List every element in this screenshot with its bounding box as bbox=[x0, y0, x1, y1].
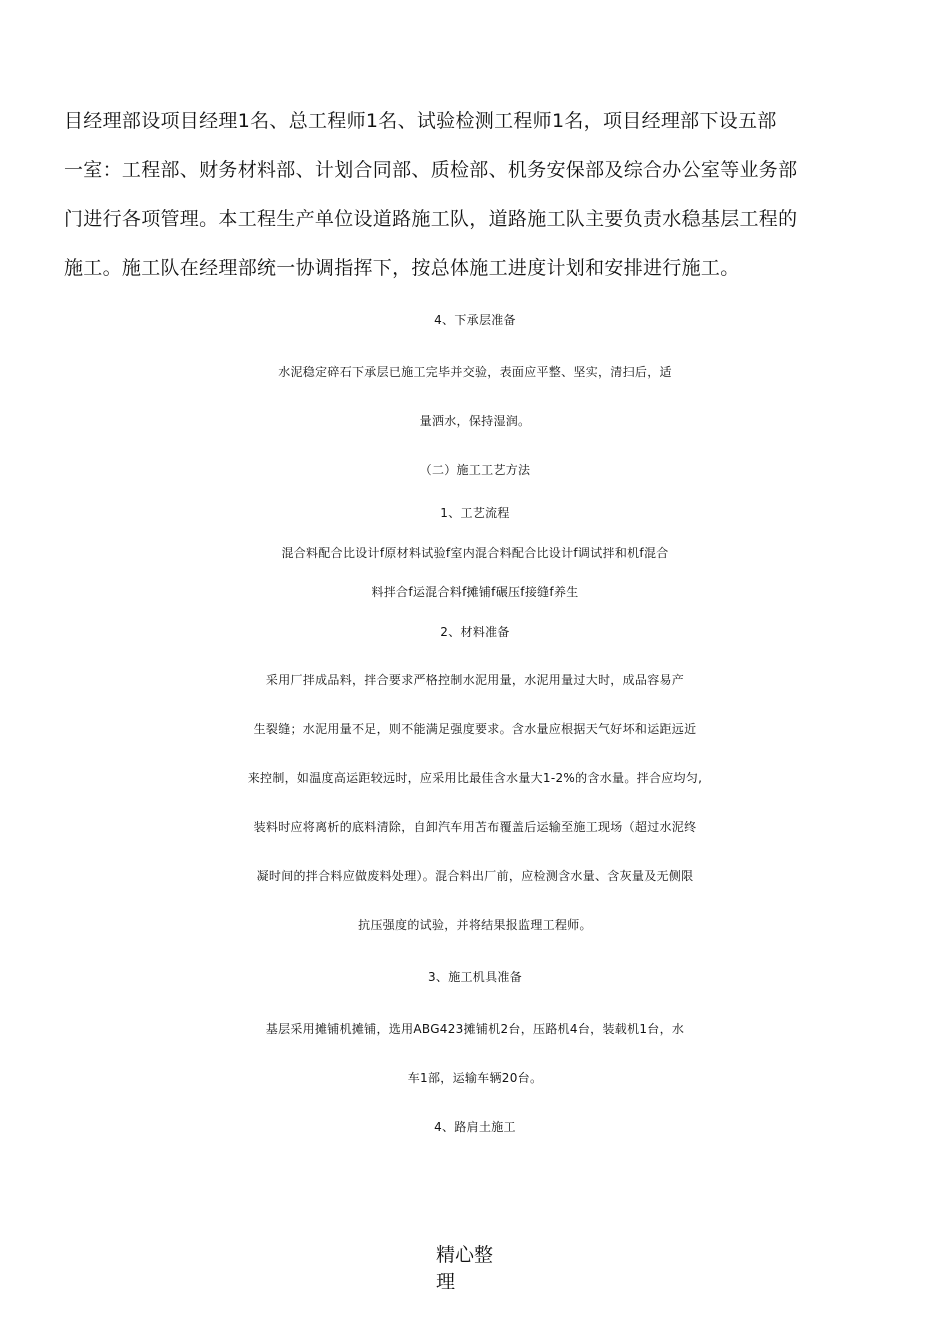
body-paragraph-line: 装料时应将离析的底料清除，自卸汽车用苫布覆盖后运输至施工现场（超过水泥终 bbox=[253, 820, 697, 834]
process-flow-line: 料拌合f运混合料f摊铺f碾压f接缝f养生 bbox=[371, 585, 579, 599]
body-paragraph-line: 凝时间的拌合料应做废料处理）。混合料出厂前，应检测含水量、含灰量及无侧限 bbox=[256, 869, 694, 883]
body-paragraph-line: 基层采用摊铺机摊铺，选用ABG423摊铺机2台，压路机4台，装载机1台，水 bbox=[265, 1022, 685, 1036]
process-flow-line: 混合料配合比设计f原材料试验f室内混合料配合比设计f调试拌和机f混合 bbox=[281, 546, 669, 560]
heading-material-prep: 2、材料准备 bbox=[440, 625, 510, 639]
body-paragraph-line: 施工。施工队在经理部统一协调指挥下，按总体施工进度计划和安排进行施工。 bbox=[64, 257, 740, 279]
body-paragraph-line: 来控制，如温度高运距较远时，应采用比最佳含水量大1-2%的含水量。拌合应均匀, bbox=[247, 771, 703, 785]
body-paragraph-line: 车1部，运输车辆20台。 bbox=[407, 1071, 543, 1085]
heading-lower-layer-prep: 4、下承层准备 bbox=[434, 313, 516, 327]
body-paragraph-line: 水泥稳定碎石下承层已施工完毕并交验，表面应平整、坚实，清扫后，适 bbox=[278, 365, 672, 379]
body-paragraph-line: 一室：工程部、财务材料部、计划合同部、质检部、机务安保部及综合办公室等业务部 bbox=[64, 159, 798, 181]
body-paragraph-line: 生裂缝；水泥用量不足，则不能满足强度要求。含水量应根据天气好坏和运距远近 bbox=[253, 722, 697, 736]
body-paragraph-line: 量洒水，保持湿润。 bbox=[419, 414, 531, 428]
heading-road-shoulder: 4、路肩土施工 bbox=[434, 1120, 516, 1134]
body-paragraph-line: 目经理部设项目经理1名、总工程师1名、试验检测工程师1名，项目经理部下设五部 bbox=[64, 110, 777, 132]
body-paragraph-line: 抗压强度的试验，并将结果报监理工程师。 bbox=[358, 918, 592, 932]
heading-machinery-prep: 3、施工机具准备 bbox=[427, 970, 523, 984]
section-heading-construction-method: （二）施工工艺方法 bbox=[419, 463, 531, 477]
page-footer: 精心整理 bbox=[436, 1244, 494, 1293]
body-paragraph-line: 采用厂拌成品料，拌合要求严格控制水泥用量，水泥用量过大时，成品容易产 bbox=[265, 673, 685, 687]
body-paragraph-line: 门进行各项管理。本工程生产单位设道路施工队，道路施工队主要负责水稳基层工程的 bbox=[64, 208, 798, 230]
heading-process-flow: 1、工艺流程 bbox=[440, 506, 510, 520]
